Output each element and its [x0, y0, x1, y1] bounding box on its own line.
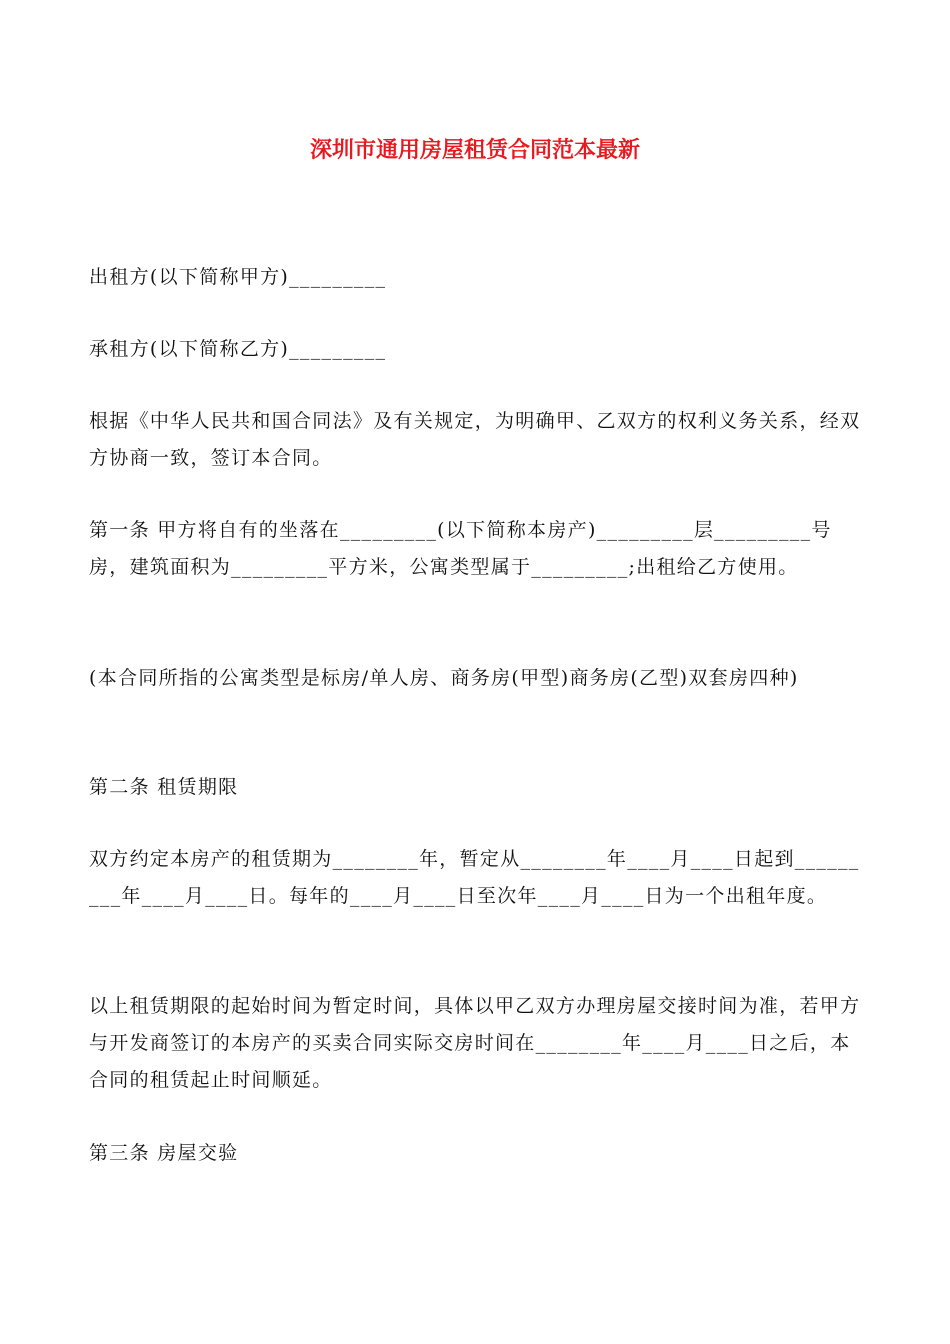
article-2-heading: 第二条 租赁期限 [89, 776, 239, 798]
preamble-paragraph: 根据《中华人民共和国合同法》及有关规定，为明确甲、乙双方的权利义务关系，经双方协商一致，签订本合同。 [89, 410, 861, 469]
document-title: 深圳市通用房屋租赁合同范本最新 [309, 138, 640, 163]
lease-term-paragraph: 双方约定本房产的租赁期为________年，暂定从________年____月____日起到_________年____月____日。每年的____月____日至次年____月____日为一个出租年度。 [89, 848, 860, 907]
apartment-types-note: (本合同所指的公寓类型是标房/单人房、商务房(甲型)商务房(乙型)双套房四种) [89, 667, 799, 689]
lease-start-note-paragraph: 以上租赁期限的起始时间为暂定时间，具体以甲乙双方办理房屋交接时间为准，若甲方与开发商签订的本房产的买卖合同实际交房时间在________年____月____日之后，本合同的租赁起止时间顺延。 [89, 995, 861, 1091]
article-3-heading: 第三条 房屋交验 [89, 1142, 239, 1164]
lessor-line: 出租方(以下简称甲方)_________ [89, 266, 387, 288]
article-1-paragraph: 第一条 甲方将自有的坐落在_________(以下简称本房产)_________层_________号房，建筑面积为_________平方米，公寓类型属于_________;出租给乙方使用。 [89, 519, 832, 578]
lessee-line: 承租方(以下简称乙方)_________ [89, 338, 387, 360]
